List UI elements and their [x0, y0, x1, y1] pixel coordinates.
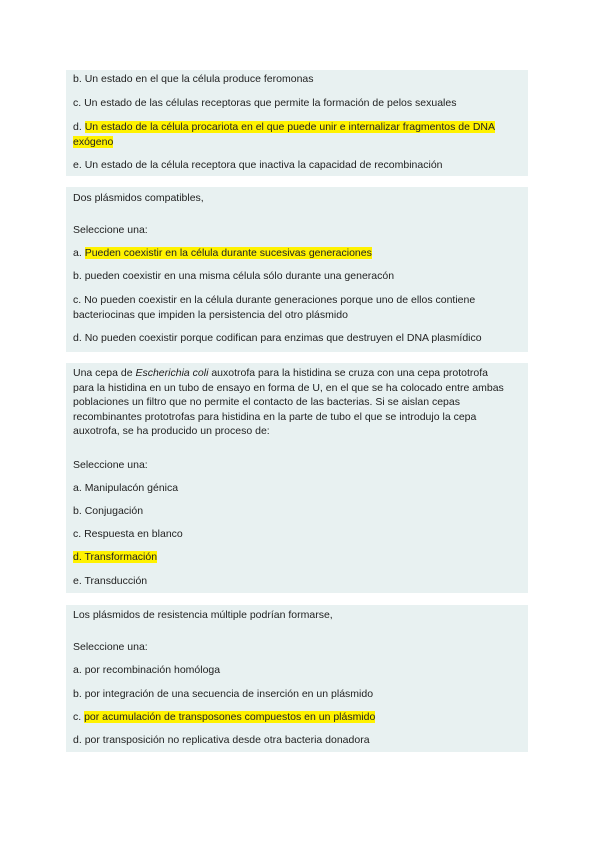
- option-text: No pueden coexistir porque codifican para enzimas que destruyen el DNA plasmídico: [84, 332, 482, 344]
- option-text: pueden coexistir en una misma célula sólo durante una generacón: [84, 270, 395, 282]
- select-prompt: Seleccione una:: [73, 459, 148, 471]
- option-text: Conjugación: [84, 505, 144, 517]
- question-panel-2: [66, 187, 528, 352]
- option-text: Un estado de las células receptoras que permite la formación de pelos sexuales: [84, 97, 457, 109]
- option-letter: a.: [73, 247, 82, 259]
- option-b[interactable]: [73, 687, 373, 702]
- option-e[interactable]: [73, 574, 147, 589]
- option-a-selected[interactable]: [73, 246, 372, 261]
- question-text: Los plásmidos de resistencia múltiple podrían formarse,: [73, 609, 333, 621]
- option-letter: b.: [73, 73, 82, 85]
- option-letter: b.: [73, 270, 82, 282]
- option-text: Un estado de la célula procariota en el que puede unir e internalizar fragmentos de DNA: [84, 121, 496, 133]
- option-a[interactable]: [73, 481, 178, 496]
- option-letter: c.: [73, 97, 82, 109]
- option-text: Transformación: [84, 551, 158, 563]
- option-b[interactable]: [73, 269, 394, 284]
- option-d[interactable]: [73, 331, 482, 346]
- option-letter: e.: [73, 575, 82, 587]
- option-d[interactable]: [73, 733, 370, 748]
- option-text: exógeno: [73, 135, 114, 148]
- option-d-continuation: [73, 135, 113, 150]
- select-prompt: Seleccione una:: [73, 641, 148, 653]
- option-letter: d.: [73, 332, 82, 344]
- option-text: Un estado de la célula receptora que inactiva la capacidad de recombinación: [84, 159, 443, 171]
- option-text: por acumulación de transposones compuestos en un plásmido: [84, 711, 376, 723]
- option-c[interactable]: [73, 527, 183, 542]
- option-text: Un estado en el que la célula produce feromonas: [84, 73, 314, 85]
- species-name: Escherichia coli: [135, 367, 209, 379]
- question-text-line: auxotrofa, se ha producido un proceso de:: [73, 425, 270, 437]
- option-letter: c.: [73, 528, 82, 540]
- question-text: Una cepa de: [73, 367, 136, 379]
- option-text: por transposición no replicativa desde otra bacteria donadora: [84, 734, 370, 746]
- question-text-line: para la histidina en un tubo de ensayo en forma de U, en el que se ha colocado entre ambas: [73, 381, 504, 394]
- option-text: Respuesta en blanco: [84, 528, 183, 540]
- question-text-line: recombinantes prototrofas para histidina en la parte de tubo el que se introdujo la cepa: [73, 410, 477, 423]
- option-b[interactable]: [73, 72, 314, 87]
- option-letter: a.: [73, 482, 82, 494]
- option-text: por recombinación homóloga: [84, 664, 221, 676]
- option-text: Transducción: [84, 575, 148, 587]
- option-c-continuation: bacteriocinas que impiden la persistencia del otro plásmido: [73, 308, 348, 321]
- question-text-line: poblaciones un filtro que no permite el contacto de las bacterias. Si se aislan cepas: [73, 396, 460, 408]
- option-letter: b.: [73, 688, 82, 700]
- option-letter: d.: [73, 121, 82, 133]
- question-panel-3: [66, 363, 528, 593]
- option-letter: d.: [73, 734, 82, 746]
- option-letter: c.: [73, 711, 82, 723]
- option-letter: e.: [73, 159, 82, 171]
- option-e[interactable]: [73, 158, 443, 173]
- question-text: auxotrofa para la histidina se cruza con una cepa prototrofa: [208, 367, 489, 379]
- question-panel-4: [66, 605, 528, 752]
- option-d-selected[interactable]: [73, 550, 157, 565]
- option-c-selected[interactable]: [73, 710, 375, 725]
- option-letter: c.: [73, 294, 82, 306]
- option-text: No pueden coexistir en la célula durante generaciones porque uno de ellos contiene: [84, 294, 476, 306]
- option-text: por integración de una secuencia de inserción en un plásmido: [84, 688, 374, 700]
- option-letter: d.: [73, 551, 82, 563]
- option-letter: b.: [73, 505, 82, 517]
- option-text: Pueden coexistir en la célula durante sucesivas generaciones: [84, 247, 372, 259]
- option-c[interactable]: [73, 293, 475, 308]
- option-c[interactable]: [73, 96, 456, 111]
- question-panel-1: [66, 70, 528, 176]
- option-b[interactable]: [73, 504, 143, 519]
- option-d-selected[interactable]: [73, 120, 495, 135]
- question-text: Dos plásmidos compatibles,: [73, 192, 204, 204]
- option-letter: a.: [73, 664, 82, 676]
- question-text-line: [73, 366, 488, 381]
- option-text: Manipulacón génica: [84, 482, 179, 494]
- select-prompt: Seleccione una:: [73, 224, 148, 236]
- option-a[interactable]: [73, 663, 220, 678]
